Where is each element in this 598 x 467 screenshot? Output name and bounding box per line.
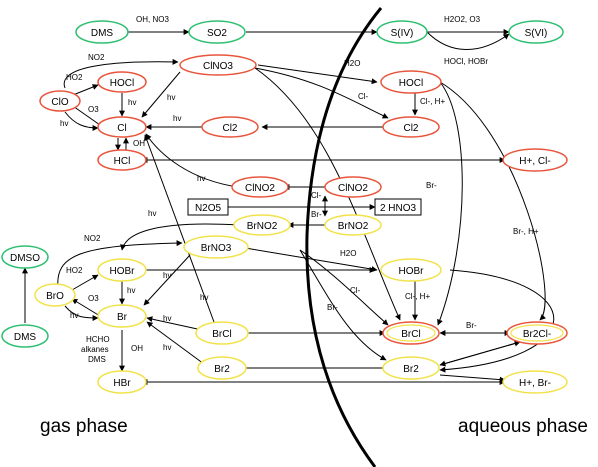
edge-label-hv-br2: hv	[163, 343, 172, 352]
label-clno3: ClNO3	[202, 61, 234, 72]
label-brno2-gas: BrNO2	[246, 221, 278, 232]
label-dmso: DMSO	[10, 253, 40, 264]
label-brno3: BrNO3	[200, 243, 232, 254]
label-dms-top: DMS	[90, 28, 114, 39]
edge-label-brminus-2: Br-	[327, 303, 338, 312]
edge-label-oh-no3: OH, NO3	[136, 15, 169, 24]
label-br: Br	[117, 312, 127, 323]
edge-label-h2o2-o3: H2O2, O3	[444, 15, 481, 24]
label-hcl: HCl	[113, 156, 131, 167]
label-br2cl: Br2Cl-	[522, 329, 552, 340]
edge-label-o3-br: O3	[88, 294, 99, 303]
edge-label-clminus-hplus-cl: Cl-, H+	[420, 97, 446, 106]
edge-label-hv-hobr: hv	[127, 286, 136, 295]
label-br2-aq: Br2	[403, 364, 419, 375]
edge-label-hv-clo: hv	[60, 119, 69, 128]
edge-label-alkanes: alkanes	[81, 345, 109, 354]
edge-label-hv-brno2: hv	[148, 209, 157, 218]
edge-label-ho2-br: HO2	[66, 266, 83, 275]
label-hobr-aq: HOBr	[398, 266, 424, 277]
label-hplus-br: H+, Br-	[519, 378, 551, 389]
edge-label-brminus-1: Br-	[426, 181, 437, 190]
edge-label-brminus-3: Br-	[466, 321, 477, 330]
edge-label-hv-hocl: hv	[128, 98, 137, 107]
label-cl2-aq: Cl2	[403, 123, 419, 134]
label-2hno3: 2 HNO3	[379, 203, 417, 214]
aqueous-phase-label: aqueous phase	[458, 416, 588, 437]
edge-label-h2o-br: H2O	[340, 249, 357, 258]
edge-label-oh-hbr: OH	[131, 344, 143, 353]
gas-phase-label: gas phase	[40, 416, 128, 437]
label-hbr: HBr	[113, 378, 131, 389]
edge-label-h2o-cl: H2O	[344, 59, 361, 68]
label-brno2-aq: BrNO2	[337, 221, 369, 232]
label-brcl-gas: BrCl	[212, 329, 232, 340]
label-dms-bottom: DMS	[13, 332, 37, 343]
label-brcl-aq: BrCl	[401, 329, 421, 340]
label-hobr-gas: HOBr	[109, 266, 135, 277]
edge-label-clminus-hplus-br: Cl-, H+	[405, 292, 431, 301]
edge-label-brminus-hplus: Br-, H+	[513, 227, 539, 236]
edge-label-hv-clno3: hv	[167, 93, 176, 102]
label-clno2-aq: ClNO2	[337, 183, 369, 194]
edge-label-hv-brcl: hv	[163, 314, 172, 323]
label-so2: SO2	[206, 28, 228, 39]
edge-label-oh-hcl: OH	[133, 139, 145, 148]
label-bro: BrO	[46, 291, 64, 302]
label-hocl-gas: HOCl	[109, 78, 135, 89]
label-clno2-gas: ClNO2	[244, 183, 276, 194]
edge-label-hcho: HCHO	[86, 335, 110, 344]
label-siv: S(IV)	[390, 28, 414, 39]
edge-label-hv-clno2: hv	[197, 174, 206, 183]
label-cl2-gas: Cl2	[222, 123, 238, 134]
edge-label-clminus-2: Cl-	[350, 286, 361, 295]
edge-label-brminus-n2o5: Br-	[311, 210, 322, 219]
label-hplus-cl: H+, Cl-	[519, 156, 551, 167]
label-cl: Cl	[117, 123, 127, 134]
label-clo: ClO	[51, 97, 69, 108]
edge-label-clminus-n2o5: Cl-	[311, 191, 322, 200]
edge-label-hv-cl2: hv	[173, 114, 182, 123]
edge-label-no2-br: NO2	[84, 234, 101, 243]
label-n2o5: N2O5	[194, 203, 222, 214]
edge-label-no2-top: NO2	[88, 53, 105, 62]
edge-label-ho2-cl: HO2	[66, 73, 83, 82]
edge-label-clminus-1: Cl-	[358, 92, 369, 101]
label-br2-gas: Br2	[214, 364, 230, 375]
edge-label-dms: DMS	[88, 355, 106, 364]
edge-label-o3-cl: O3	[88, 105, 99, 114]
edge-label-hocl-hobr: HOCl, HOBr	[444, 57, 488, 66]
label-svi: S(VI)	[524, 28, 548, 39]
edge-label-hv-brno3b: hv	[200, 293, 209, 302]
edge-label-hv-brno3a: hv	[163, 271, 172, 280]
label-hocl-aq: HOCl	[398, 78, 424, 89]
edge-label-hv-bro: hv	[70, 311, 79, 320]
